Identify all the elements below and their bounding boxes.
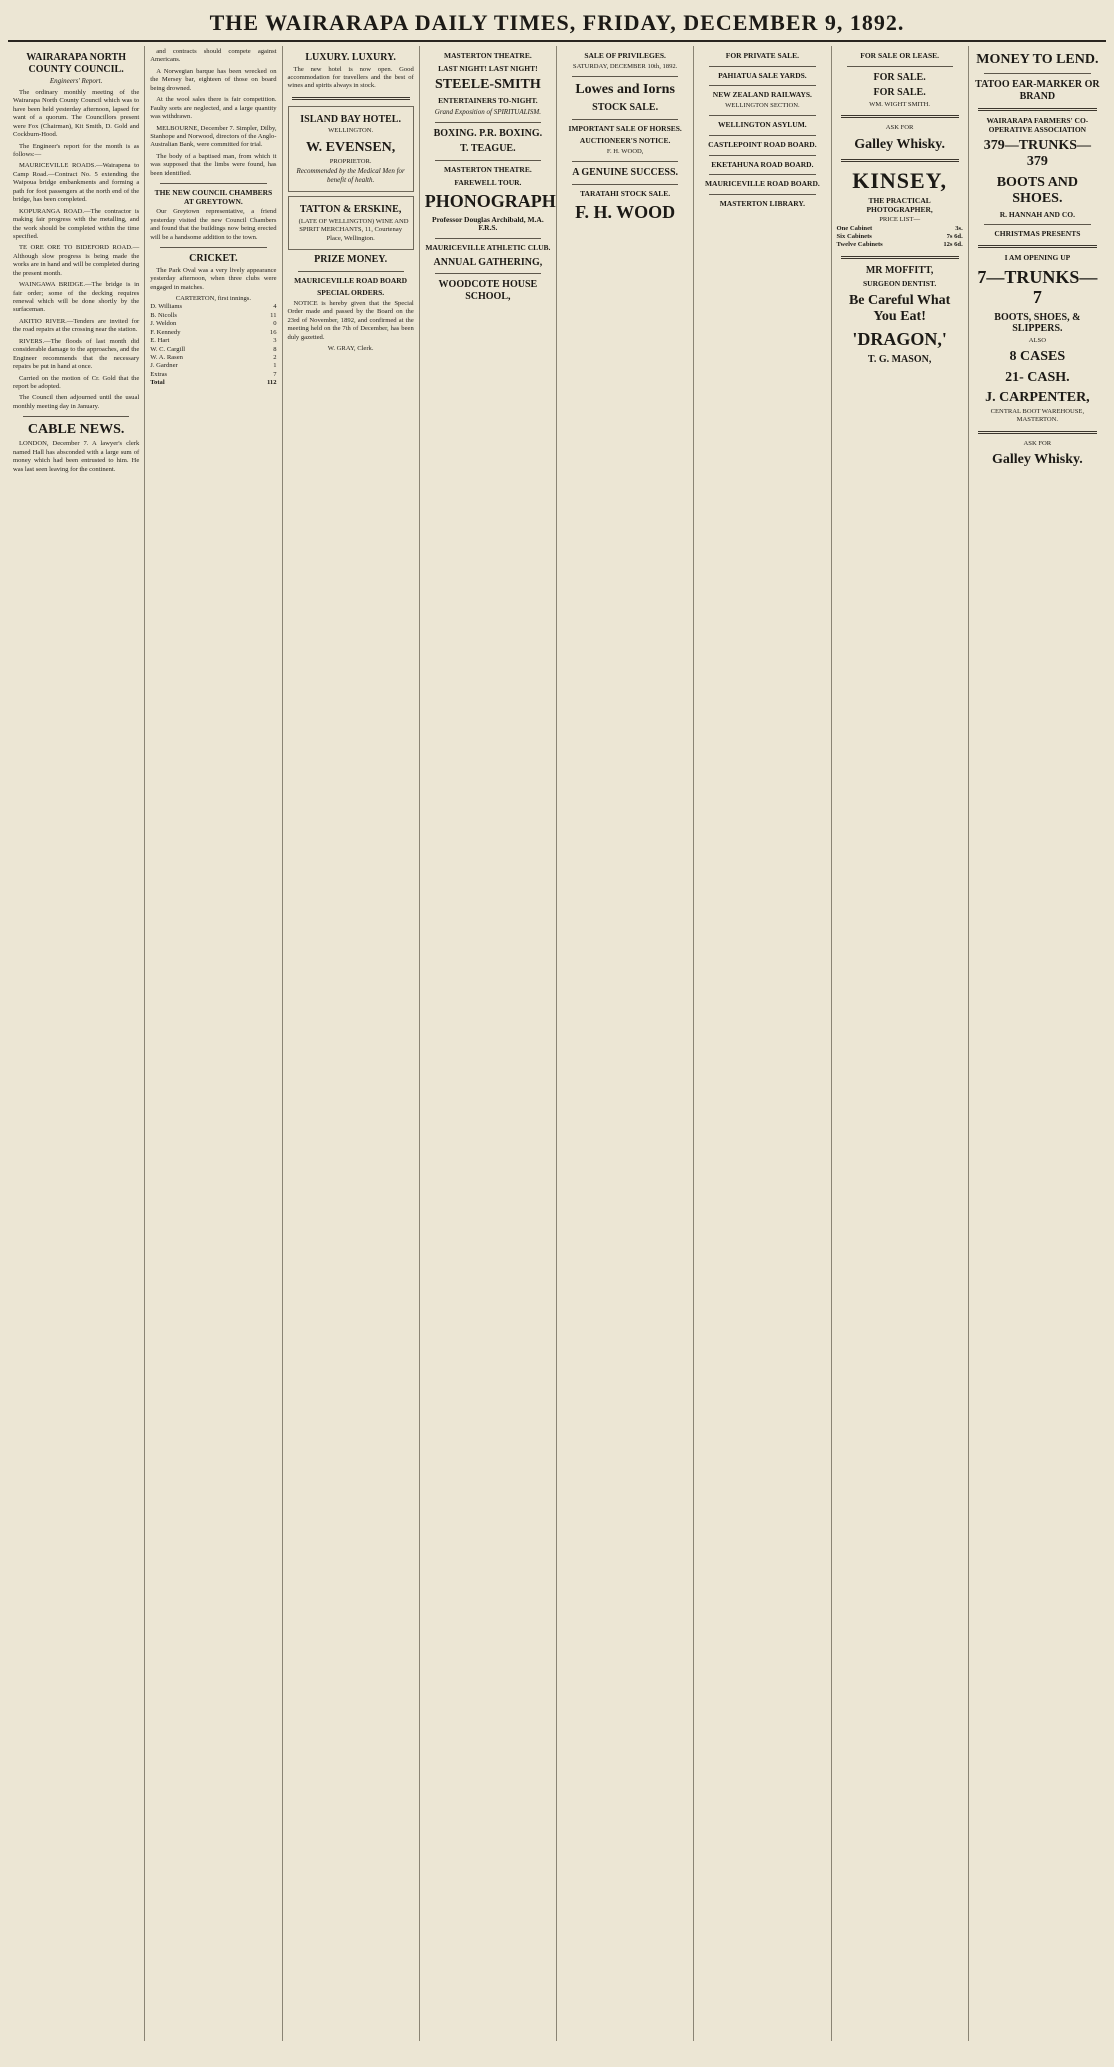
notice-text: NOTICE is hereby given that the Special Order made and passed by the Board on the 23rd of November, 1892, and confirmed at the meeting held on the 7th of December, has been duly gazetted. bbox=[287, 299, 414, 341]
money-heading: MONEY TO LEND. bbox=[976, 52, 1099, 67]
divider bbox=[841, 159, 959, 162]
batsman-name: W. A. Rasen bbox=[150, 354, 183, 361]
article-paragraph: MAURICEVILLE ROADS.—Wairapena to Camp Road.—Contract No. 5 extending the Waipoua bridge embankments and forming a path for foot passengers at the north end of the bridge, has been completed. bbox=[13, 162, 140, 204]
batsman-name: J. Gardner bbox=[150, 362, 178, 370]
total-value: 112 bbox=[266, 379, 277, 387]
divider bbox=[978, 431, 1097, 434]
teague-heading: T. TEAGUE. bbox=[460, 143, 516, 155]
show-title: STEELE-SMITH bbox=[434, 77, 541, 93]
divider bbox=[160, 183, 266, 184]
railway-heading: NEW ZEALAND RAILWAYS. bbox=[712, 90, 812, 100]
score-row bbox=[150, 303, 276, 311]
cricket-heading: CRICKET. bbox=[189, 253, 238, 265]
total-label: Total bbox=[150, 379, 165, 387]
for-sale-heading: FOR SALE. bbox=[873, 71, 926, 83]
special-orders: SPECIAL ORDERS. bbox=[317, 288, 385, 298]
divider bbox=[160, 247, 266, 248]
runs: 3 bbox=[273, 337, 277, 345]
divider bbox=[292, 97, 410, 100]
railway-sub: WELLINGTON SECTION. bbox=[725, 101, 800, 109]
divider bbox=[23, 416, 129, 417]
christmas-heading: CHRISTMAS PRESENTS bbox=[994, 229, 1081, 239]
article-paragraph: KOPURANGA ROAD.—The contractor is making fair progress with the metalling, and the work should be completed within the time specified. bbox=[13, 207, 140, 240]
article-paragraph: At the wool sales there is fair competition. Faulty sorts are neglected, and a large quantity was withdrawn. bbox=[150, 96, 277, 121]
careful-heading: Be Careful What You Eat! bbox=[848, 293, 951, 325]
article-paragraph: Our Greytown representative, a friend yesterday visited the new Council Chambers and found that the buildings now being erected will be a handsome addition to the town. bbox=[150, 208, 277, 241]
extras-label: Extras bbox=[150, 370, 168, 378]
divider bbox=[572, 184, 678, 185]
column-4 bbox=[420, 46, 557, 2041]
batsman-name: D. Williams bbox=[150, 303, 183, 311]
price-list-label: PRICE LIST— bbox=[879, 216, 921, 224]
column-2 bbox=[145, 46, 282, 2041]
runs: 1 bbox=[273, 362, 277, 370]
divider bbox=[709, 155, 815, 156]
runs: 16 bbox=[269, 328, 277, 336]
score-row bbox=[150, 362, 276, 370]
divider bbox=[435, 273, 541, 274]
council-heading: WAIRARAPA NORTH COUNTY COUNCIL. bbox=[26, 52, 126, 75]
hotel-city: WELLINGTON. bbox=[328, 127, 374, 135]
price-value: 12s 6d. bbox=[943, 241, 963, 249]
gathering-heading: ANNUAL GATHERING, bbox=[433, 256, 543, 268]
article-paragraph: The Engineer's report for the month is as follows:— bbox=[13, 142, 140, 159]
price-value: 3s. bbox=[955, 224, 963, 232]
column-6 bbox=[694, 46, 831, 2041]
article-paragraph: AKITIO RIVER.—Tenders are invited for the road repairs at the crossing near the station. bbox=[13, 317, 140, 334]
masthead: THE WAIRARAPA DAILY TIMES, FRIDAY, DECEMBER 9, 1892. bbox=[209, 10, 905, 35]
divider bbox=[298, 271, 404, 272]
column-1 bbox=[8, 46, 145, 2041]
show-text: Grand Exposition of SPIRITUALISM. bbox=[434, 107, 541, 116]
scoreboard bbox=[150, 303, 276, 387]
article-paragraph: RIVERS.—The floods of last month did considerable damage to the approaches, and the Engineer recommends that the necessary repairs be put in hand at once. bbox=[13, 337, 140, 371]
article-paragraph: WAINGAWA BRIDGE.—The bridge is in fair order; some of the decking requires renewal which will be done shortly by the surfaceman. bbox=[13, 281, 140, 314]
hotel-text: Recommended by the Medical Men for benefit of health. bbox=[296, 167, 405, 185]
article-paragraph: The body of a baptised man, from which it was supposed that the limbs were found, has been identified. bbox=[150, 152, 277, 177]
sale-lease-heading: FOR SALE OR LEASE. bbox=[860, 51, 940, 60]
ask-for: ASK FOR bbox=[885, 124, 914, 132]
opening-heading: I AM OPENING UP bbox=[1004, 252, 1071, 262]
clerk: W. GRAY, Clerk. bbox=[327, 344, 374, 352]
divider bbox=[984, 224, 1091, 225]
divider bbox=[984, 73, 1091, 74]
woodcote-heading: WOODCOTE HOUSE SCHOOL, bbox=[438, 279, 538, 302]
column-7 bbox=[832, 46, 969, 2041]
price-item: Twelve Cabinets bbox=[836, 241, 883, 249]
column-8 bbox=[969, 46, 1106, 2041]
divider bbox=[978, 245, 1097, 248]
article-paragraph: TE ORE ORE TO BIDEFORD ROAD.—Although slow progress is being made the works are in hand and will be completed during the present month. bbox=[13, 244, 140, 277]
council-chambers-heading: THE NEW COUNCIL CHAMBERS AT GREYTOWN. bbox=[154, 188, 273, 206]
whisky-heading: Galley Whisky. bbox=[991, 452, 1083, 467]
score-row bbox=[150, 346, 276, 354]
also-label: ALSO bbox=[1028, 336, 1046, 344]
privileges-heading: SALE OF PRIVILEGES. bbox=[584, 51, 666, 60]
cable-heading: CABLE NEWS. bbox=[27, 422, 125, 438]
column-5 bbox=[557, 46, 694, 2041]
library-heading: MASTERTON LIBRARY. bbox=[719, 198, 806, 208]
moffitt-heading: MR MOFFITT, bbox=[865, 264, 934, 276]
hotel-proprietor: W. EVENSEN, bbox=[305, 139, 396, 155]
price-value: 7s 6d. bbox=[946, 233, 963, 241]
runs: 4 bbox=[273, 303, 277, 311]
horses-heading: IMPORTANT SALE OF HORSES. bbox=[568, 123, 682, 133]
cable-paragraph: LONDON, December 7. A lawyer's clerk named Hall has absconded with a large sum of money which had been entrusted to him. He was last seen leaving for the continent. bbox=[13, 440, 140, 473]
professor-name: Professor Douglas Archibald, M.A. F.R.S. bbox=[432, 214, 544, 233]
dentist-heading: SURGEON DENTIST. bbox=[863, 279, 937, 289]
score-row bbox=[150, 312, 276, 320]
divider bbox=[709, 174, 815, 175]
article-paragraph: MELBOURNE, December 7. Simpler, Dilby, Stanhope and Norwood, directors of the Anglo-Australian Bank, were committed for trial. bbox=[150, 124, 277, 149]
mason-heading: T. G. MASON, bbox=[867, 353, 932, 365]
article-paragraph: The new hotel is now open. Good accommodation for travellers and the best of wines and spirits always in stock. bbox=[287, 65, 414, 90]
divider bbox=[435, 238, 541, 239]
runs: 0 bbox=[273, 320, 277, 328]
pahiatua-heading: PAHIATUA SALE YARDS. bbox=[718, 70, 807, 80]
farewell-heading: FAREWELL TOUR. bbox=[454, 177, 522, 187]
boots2-heading: BOOTS, SHOES, & SLIPPERS. bbox=[994, 311, 1081, 335]
athletic-club-heading: MAURICEVILLE ATHLETIC CLUB. bbox=[425, 243, 551, 253]
last-night: LAST NIGHT! LAST NIGHT! bbox=[438, 63, 538, 73]
boxing-heading: BOXING. P.R. BOXING. bbox=[433, 127, 543, 139]
asylum-heading: WELLINGTON ASYLUM. bbox=[718, 120, 807, 130]
innings-label: CARTERTON, first innings. bbox=[175, 294, 252, 302]
price-row bbox=[837, 233, 963, 241]
fw-signature: F. H. WOOD, bbox=[606, 147, 644, 155]
divider bbox=[435, 160, 541, 161]
article-paragraph: The ordinary monthly meeting of the Wairarapa North County Council which was to have been held yesterday afternoon, lapsed for want of a quorum. The Councillors present were Fox (Chairman), Kit Smith, D. Gold and Cockburn-Hood. bbox=[13, 88, 140, 139]
farmers-heading: WAIRARAPA FARMERS' CO-OPERATIVE ASSOCIATION bbox=[986, 116, 1089, 134]
batsman-name: W. C. Cargill bbox=[150, 345, 186, 353]
article-paragraph: The Council then adjourned until the usual monthly meeting day in January. bbox=[13, 394, 140, 410]
fhwood-heading: F. H. WOOD bbox=[575, 202, 676, 223]
wmsmith: WM. WIGHT SMITH. bbox=[869, 100, 931, 108]
dragon-heading: 'DRAGON,' bbox=[852, 329, 947, 350]
stock-sale-heading: STOCK SALE. bbox=[592, 102, 659, 114]
theatre-heading-2: MASTERTON THEATRE. bbox=[444, 164, 532, 174]
divider bbox=[709, 135, 815, 136]
divider bbox=[709, 115, 815, 116]
score-row bbox=[150, 320, 276, 328]
prize-heading: PRIZE MONEY. bbox=[314, 254, 388, 265]
ask-for: ASK FOR bbox=[1023, 439, 1052, 447]
castlepoint-heading: CASTLEPOINT ROAD BOARD. bbox=[708, 139, 817, 149]
runs: 8 bbox=[273, 345, 277, 353]
price-item: Six Cabinets bbox=[836, 233, 872, 241]
divider bbox=[709, 66, 815, 67]
batsman-name: E. Hart bbox=[150, 337, 170, 345]
batsman-name: F. Kennedy bbox=[150, 328, 181, 336]
mauricevale-heading: MAURICEVILLE ROAD BOARD. bbox=[704, 179, 820, 189]
hotel-heading: ISLAND BAY HOTEL. bbox=[300, 113, 401, 125]
tatton-ad bbox=[288, 196, 414, 250]
trunks7-heading: 7—TRUNKS—7 bbox=[977, 266, 1098, 308]
theatre-heading: MASTERTON THEATRE. bbox=[444, 51, 532, 60]
runs: 11 bbox=[270, 311, 277, 319]
divider bbox=[572, 76, 678, 77]
score-row bbox=[150, 337, 276, 345]
runs: 2 bbox=[273, 354, 277, 361]
boots-heading: BOOTS AND SHOES. bbox=[996, 174, 1079, 206]
carpenter-sub: CENTRAL BOOT WAREHOUSE, MASTERTON. bbox=[990, 407, 1085, 424]
tatton-heading: TATTON & ERSKINE, bbox=[299, 204, 402, 216]
price-row bbox=[837, 225, 963, 233]
divider bbox=[978, 108, 1097, 111]
divider bbox=[847, 66, 953, 67]
score-row bbox=[150, 329, 276, 337]
masthead-rule bbox=[8, 40, 1106, 42]
divider bbox=[841, 115, 959, 118]
carpenter-heading: J. CARPENTER, bbox=[985, 389, 1090, 405]
council-subheading: Engineers' Report. bbox=[49, 77, 103, 85]
divider bbox=[572, 161, 678, 162]
batsman-name: B. Nicolls bbox=[150, 311, 177, 319]
column-3 bbox=[283, 46, 420, 2041]
extras-value: 7 bbox=[273, 370, 277, 378]
columns bbox=[8, 46, 1106, 2041]
cases-heading: 8 CASES bbox=[1009, 349, 1066, 365]
proprietor-role: PROPRIETOR. bbox=[329, 157, 372, 165]
price-item: One Cabinet bbox=[836, 224, 873, 232]
road-board-heading: MAURICEVILLE ROAD BOARD bbox=[294, 275, 408, 285]
auctioneer-name: Lowes and Iorns bbox=[575, 82, 675, 98]
divider bbox=[709, 85, 815, 86]
hotel-ad bbox=[288, 106, 414, 192]
kinsey-heading: KINSEY, bbox=[852, 167, 948, 193]
article-paragraph: Carried on the motion of Cr. Gold that the report be adopted. bbox=[13, 374, 140, 390]
batsman-name: J. Weldon bbox=[150, 320, 177, 328]
photographer-heading: THE PRACTICAL PHOTOGRAPHER, bbox=[866, 195, 933, 214]
article-paragraph: A Norwegian barque has been wrecked on the Mersey bar, eighteen of those on board being drowned. bbox=[150, 67, 277, 92]
divider bbox=[435, 122, 541, 123]
extras-row bbox=[150, 371, 276, 379]
hannah-heading: R. HANNAH AND CO. bbox=[999, 209, 1075, 219]
phonograph-heading: PHONOGRAPH bbox=[424, 191, 556, 212]
whisky-heading: Galley Whisky. bbox=[854, 136, 946, 152]
divider bbox=[841, 256, 959, 259]
private-sale-heading: FOR PRIVATE SALE. bbox=[725, 51, 800, 60]
taratahi-heading: TARATAHI STOCK SALE. bbox=[580, 188, 671, 198]
privileges-date: SATURDAY, DECEMBER 10th, 1892. bbox=[572, 62, 678, 70]
tatton-text: (LATE OF WELLINGTON) WINE AND SPIRIT MERCHANTS, 11, Courtenay Place, Wellington. bbox=[298, 217, 409, 242]
auctioneers-notice: AUCTIONEER'S NOTICE. bbox=[579, 136, 671, 146]
cricket-intro: The Park Oval was a very lively appearance yesterday afternoon, when three clubs were engaged in matches. bbox=[150, 266, 277, 291]
article-paragraph: and contracts should compete against Americans. bbox=[150, 48, 277, 64]
divider bbox=[709, 194, 815, 195]
divider bbox=[572, 119, 678, 120]
show-sub: ENTERTAINERS TO-NIGHT. bbox=[438, 96, 538, 106]
total-row bbox=[150, 379, 276, 387]
luxury-heading: LUXURY. LUXURY. bbox=[305, 52, 396, 63]
for-sale-heading-2: FOR SALE. bbox=[873, 87, 926, 99]
genuine-heading: A GENUINE SUCCESS. bbox=[572, 167, 679, 179]
cash-heading: 21- CASH. bbox=[1005, 369, 1070, 385]
price-row bbox=[837, 241, 963, 249]
tatoo-heading: TATOO EAR-MARKER OR BRAND bbox=[975, 79, 1100, 102]
eketahuna-heading: EKETAHUNA ROAD BOARD. bbox=[711, 159, 814, 169]
trunks-heading: 379—TRUNKS—379 bbox=[983, 138, 1092, 170]
score-row bbox=[150, 354, 276, 362]
